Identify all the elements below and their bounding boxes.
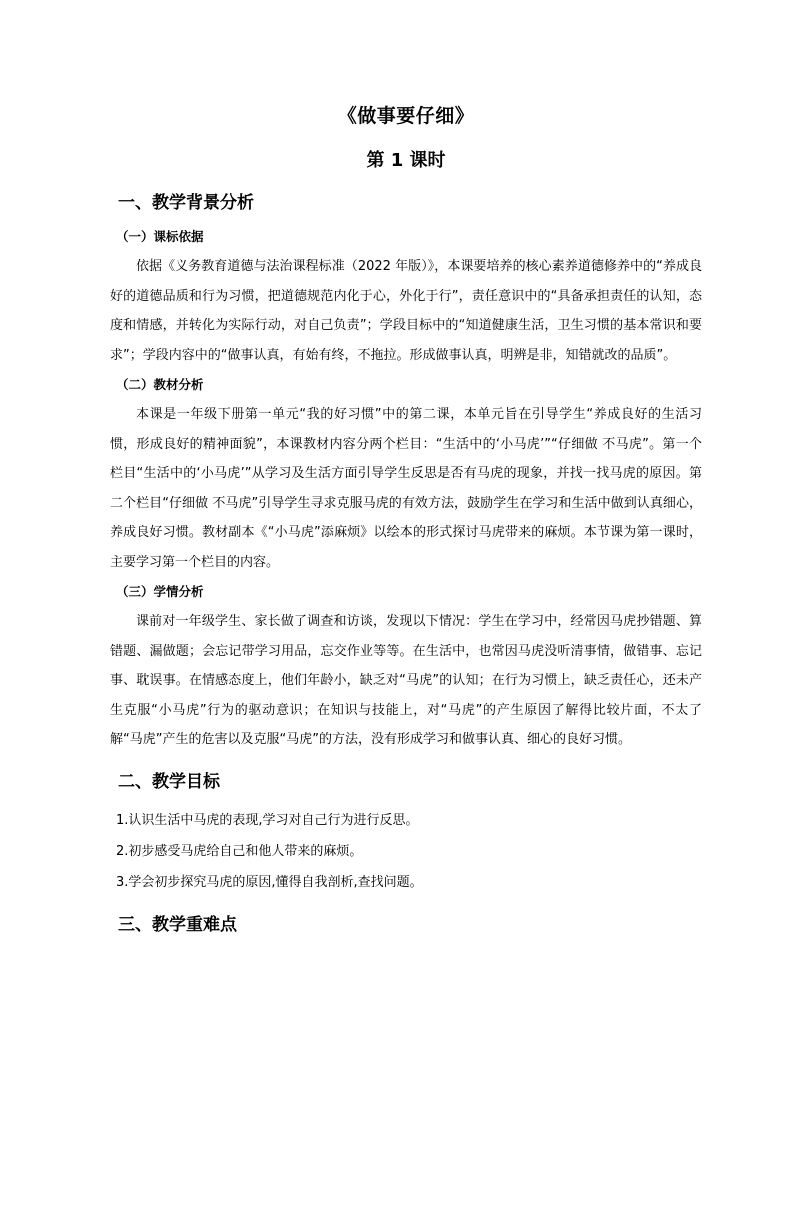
paragraph-student-analysis: 课前对一年级学生、家长做了调查和访谈，发现以下情况：学生在学习中，经常因马虎抄错题、算错题、漏做题；会忘记带学习用品，忘交作业等等。在生活中，也常因马虎没听清事情，做错事、忘记事、耽误事。在情感态度上，他们年龄小，缺乏对“马虎”的认知；在行为习惯上，缺乏责任心，还未产生克服“小马虎”行为的驱动意识；在知识与技能上，对“马虎”的产生原因了解得比较片面，不太了解“马虎”产生的危害以及克服“马虎”的方法，没有形成学习和做事认真、细心的良好习惯。 <box>110 614 702 747</box>
section-heading-key-difficulties: 三、教学重难点 <box>118 914 237 935</box>
document-page <box>0 102 794 1225</box>
document-title: 《做事要仔细》 <box>337 105 475 127</box>
section-heading-objectives: 二、教学目标 <box>118 771 220 792</box>
paragraph-curriculum-basis: 依据《义务教育道德与法治课程标准（2022 年版）》，本课要培养的核心素养道德修养中的“养成良好的道德品质和行为习惯，把道德规范内化于心，外化于行”，责任意识中的“具备承担责任的认知，态度和情感，并转化为实际行动，对自己负责”；学段目标中的“知道健康生活，卫生习惯的基本常识和要求”；学段内容中的“做事认真，有始有终，不拖拉。形成做事认真，明辨是非，知错就改的品质”。 <box>110 259 702 363</box>
subheading-curriculum-basis: （一）课标依据 <box>116 229 204 244</box>
objective-item: 1.认识生活中马虎的表现,学习对自己行为进行反思。 <box>116 812 419 828</box>
objectives-list <box>110 805 702 898</box>
objective-item: 3.学会初步探究马虎的原因,懂得自我剖析,查找问题。 <box>116 874 423 890</box>
objective-item: 2.初步感受马虎给自己和他人带来的麻烦。 <box>116 843 363 859</box>
lesson-subtitle: 第 1 课时 <box>366 150 446 171</box>
subheading-textbook-analysis: （二）教材分析 <box>116 377 204 392</box>
section-heading-background: 一、教学背景分析 <box>118 193 254 213</box>
subheading-student-analysis: （三）学情分析 <box>116 584 204 599</box>
paragraph-textbook-analysis: 本课是一年级下册第一单元“我的好习惯”中的第二课，本单元旨在引导学生“养成良好的生活习惯，形成良好的精神面貌”，本课教材内容分两个栏目：“生活中的‘小马虎’”“仔细做 不马虎”。第一个栏目“生活中的‘小马虎’”从学习及生活方面引导学生反思是否有马虎的现象，并找一找马虎的原因。第二个栏目“仔细做 不马虎”引导学生寻求克服马虎的有效方法，鼓励学生在学习和生活中做到认真细心，养成良好习惯。教材副本《“小马虎”添麻烦》以绘本的形式探讨马虎带来的麻烦。本节课为第一课时，主要学习第一个栏目的内容。 <box>110 407 702 570</box>
